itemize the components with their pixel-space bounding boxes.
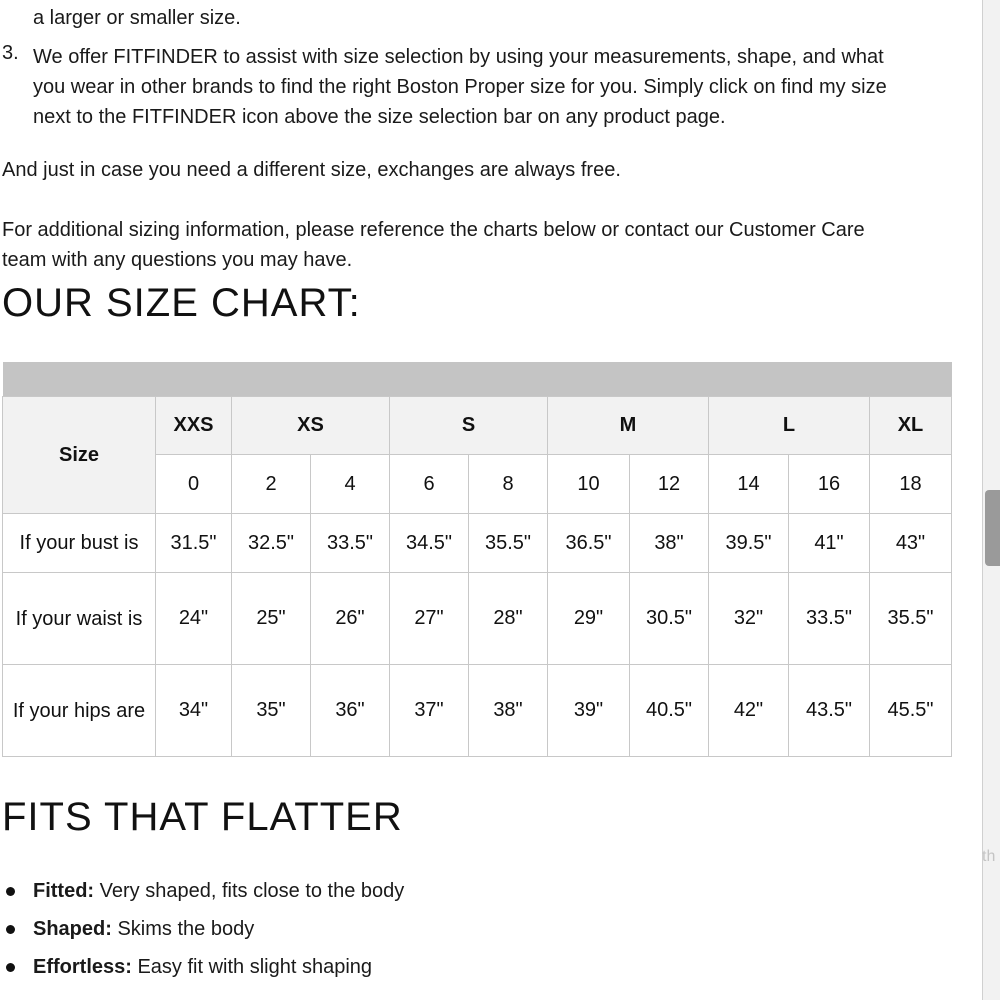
measurement-cell: 34.5" [390,514,469,573]
row-label-bust: If your bust is [3,514,156,573]
measurement-cell: 33.5" [789,573,870,665]
letter-size-cell: M [548,397,709,455]
size-chart-heading: OUR SIZE CHART: [2,281,361,325]
numeric-size-cell: 2 [232,455,311,514]
intro-cut-line: a larger or smaller size. [33,7,241,29]
measurement-cell: 36" [311,665,390,757]
table-row-hips [3,665,952,757]
additional-info-line-1: For additional sizing information, please reference the charts below or contact our Customer Care [2,219,865,241]
measurement-cell: 38" [469,665,548,757]
fit-term: Shaped: [33,918,112,940]
measurement-cell: 35" [232,665,311,757]
fits-heading: FITS THAT FLATTER [2,795,403,839]
table-top-bar [3,362,952,397]
measurement-cell: 28" [469,573,548,665]
measurement-cell: 31.5" [156,514,232,573]
measurement-cell: 34" [156,665,232,757]
letter-size-cell: S [390,397,548,455]
measurement-cell: 32.5" [232,514,311,573]
measurement-cell: 40.5" [630,665,709,757]
measurement-cell: 43.5" [789,665,870,757]
measurement-cell: 35.5" [469,514,548,573]
letter-size-cell: L [709,397,870,455]
additional-info-line-2: team with any questions you may have. [2,249,353,271]
scrollbar-thumb[interactable] [985,490,1000,566]
exchange-paragraph: And just in case you need a different size, exchanges are always free. [2,159,621,181]
row-label-waist: If your waist is [3,573,156,665]
numeric-size-cell: 18 [870,455,952,514]
letter-size-cell: XXS [156,397,232,455]
list-item [0,910,404,948]
list-item-3-line-2: you wear in other brands to find the right Boston Proper size for you. Simply click on find my size [33,76,887,98]
measurement-cell: 29" [548,573,630,665]
numeric-size-cell: 14 [709,455,789,514]
size-label-cell: Size [3,397,156,514]
numeric-size-cell: 6 [390,455,469,514]
fit-description: Easy fit with slight shaping [131,956,373,978]
measurement-cell: 37" [390,665,469,757]
measurement-cell: 33.5" [311,514,390,573]
measurement-cell: 24" [156,573,232,665]
fits-list [0,872,404,986]
letter-size-row [3,397,952,455]
list-item-3-line-1: We offer FITFINDER to assist with size selection by using your measurements, shape, and what [33,46,884,68]
letter-size-cell: XS [232,397,390,455]
row-label-hips: If your hips are [3,665,156,757]
bullet-icon [6,963,15,972]
numeric-size-cell: 16 [789,455,870,514]
measurement-cell: 32" [709,573,789,665]
letter-size-cell: XL [870,397,952,455]
gutter-text: th [982,848,996,865]
table-row-waist [3,573,952,665]
measurement-cell: 38" [630,514,709,573]
numeric-size-cell: 4 [311,455,390,514]
list-item-3-line-3: next to the FITFINDER icon above the size selection bar on any product page. [33,106,726,128]
bullet-icon [6,925,15,934]
numeric-size-cell: 12 [630,455,709,514]
measurement-cell: 41" [789,514,870,573]
measurement-cell: 42" [709,665,789,757]
table-row-bust [3,514,952,573]
measurement-cell: 43" [870,514,952,573]
measurement-cell: 26" [311,573,390,665]
measurement-cell: 39.5" [709,514,789,573]
fit-description: Very shaped, fits close to the body [94,880,405,902]
size-chart-table [2,362,952,757]
list-item [0,948,404,986]
measurement-cell: 45.5" [870,665,952,757]
bullet-icon [6,887,15,896]
measurement-cell: 39" [548,665,630,757]
measurement-cell: 25" [232,573,311,665]
numeric-size-cell: 8 [469,455,548,514]
numeric-size-cell: 10 [548,455,630,514]
list-number-3: 3. [2,42,19,64]
fit-term: Effortless: [33,956,132,978]
list-item [0,872,404,910]
measurement-cell: 36.5" [548,514,630,573]
numeric-size-cell: 0 [156,455,232,514]
measurement-cell: 27" [390,573,469,665]
fit-term: Fitted: [33,880,95,902]
measurement-cell: 30.5" [630,573,709,665]
fit-description: Skims the body [111,918,255,940]
measurement-cell: 35.5" [870,573,952,665]
